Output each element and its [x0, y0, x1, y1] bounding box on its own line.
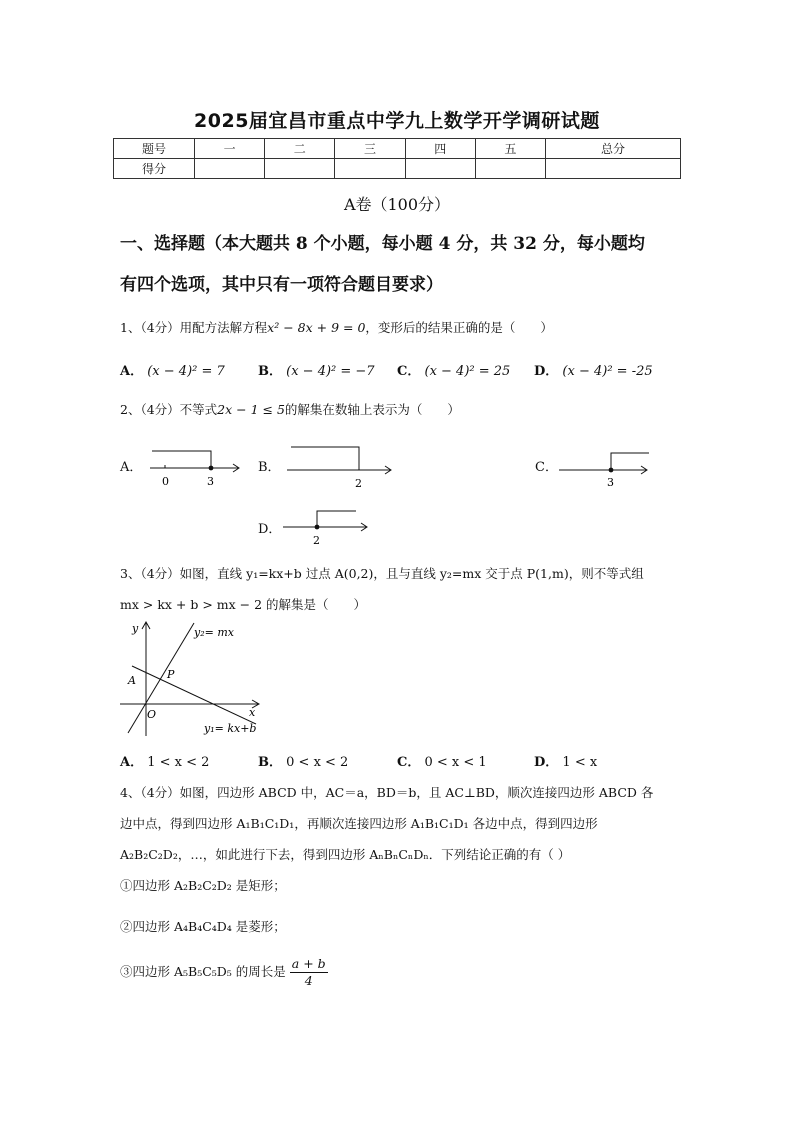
- q2-option-d-label[interactable]: D．: [258, 522, 282, 537]
- tick-label: 2: [355, 477, 362, 490]
- score-cell[interactable]: [475, 159, 545, 179]
- question-3-line2: mx > kx + b > mx − 2 的解集是（ ）: [120, 597, 367, 612]
- question-4-line2: 边中点，得到四边形 A₁B₁C₁D₁，再顺次连接四边形 A₁B₁C₁D₁ 各边中点，得到四边形: [120, 816, 598, 831]
- point-a-label: A: [128, 674, 136, 687]
- score-cell[interactable]: [335, 159, 405, 179]
- q4-statement-1: ①四边形 A₂B₂C₂D₂ 是矩形；: [120, 878, 286, 893]
- question-3-line1: 3、（4分）如图，直线 y₁=kx+b 过点 A(0,2)，且与直线 y₂=mx 交于点 P(1,m)，则不等式组: [120, 566, 644, 581]
- q2-inequality: 2x − 1 ≤ 5: [217, 402, 285, 417]
- q1-prefix: 1、（4分）用配方法解方程: [120, 320, 268, 335]
- score-header-cell: 三: [335, 139, 405, 159]
- q4-statement-2: ②四边形 A₄B₄C₄D₄ 是菱形；: [120, 919, 286, 934]
- q3-option-b[interactable]: B． 0 < x < 2: [258, 755, 349, 770]
- score-header-cell: 四: [405, 139, 475, 159]
- q2-option-d-numberline[interactable]: [281, 506, 373, 548]
- score-table: [113, 138, 681, 179]
- score-cell[interactable]: [546, 159, 681, 179]
- q3-option-d[interactable]: D． 1 < x: [534, 755, 598, 770]
- score-header-cell: 总分: [546, 139, 681, 159]
- score-header-cell: 二: [265, 139, 335, 159]
- q3-option-c[interactable]: C． 0 < x < 1: [397, 755, 487, 770]
- tick-label: 3: [207, 475, 214, 488]
- q2-option-b-label[interactable]: B．: [258, 460, 281, 475]
- question-2: [120, 400, 460, 418]
- fraction-denominator: 4: [304, 973, 313, 988]
- page-title: 2025届宜昌市重点中学九上数学开学调研试题: [194, 110, 600, 132]
- score-row-label: 得分: [114, 159, 195, 179]
- q4-statement-3-prefix: ③四边形 A₅B₅C₅D₅ 的周长是: [120, 964, 286, 979]
- q1-option-c[interactable]: C． (x − 4)² = 25: [397, 364, 511, 379]
- point-p-label: P: [167, 668, 175, 681]
- q1-option-a[interactable]: A． (x − 4)² = 7: [120, 364, 225, 379]
- score-cell[interactable]: [195, 159, 265, 179]
- q4-statement-3: [120, 956, 328, 989]
- paper-a-label: A卷（100分）: [343, 195, 451, 214]
- score-table-header-row: [114, 139, 681, 159]
- question-1: [120, 318, 553, 336]
- score-header-cell: 五: [475, 139, 545, 159]
- line-y2-label: y₂= mx: [194, 626, 234, 639]
- q2-suffix: 的解集在数轴上表示为（ ）: [284, 402, 460, 417]
- fraction-numerator: a + b: [291, 956, 326, 971]
- q2-option-a-label[interactable]: A．: [120, 460, 143, 475]
- question-4-line1: 4、（4分）如图，四边形 ABCD 中，AC＝a，BD＝b，且 AC⊥BD，顺次连接四边形 ABCD 各: [120, 785, 654, 800]
- tick-label: 0: [162, 475, 169, 488]
- x-axis-label: x: [249, 706, 256, 719]
- q2-option-b-numberline[interactable]: [285, 441, 397, 491]
- section-heading-line2: 有四个选项，其中只有一项符合题目要求）: [120, 275, 443, 295]
- q1-option-b[interactable]: B． (x − 4)² = −7: [258, 364, 375, 379]
- question-4-line3: A₂B₂C₂D₂，…，如此进行下去，得到四边形 AₙBₙCₙDₙ．下列结论正确的有（ ）: [120, 847, 571, 862]
- tick-label: 2: [313, 534, 320, 547]
- y-axis-label: y: [132, 622, 139, 635]
- q2-prefix: 2、（4分）不等式: [120, 402, 218, 417]
- q4-fraction: [290, 956, 328, 989]
- q1-suffix: ，变形后的结果正确的是（ ）: [365, 320, 553, 335]
- q1-equation: x² − 8x + 9 = 0: [267, 320, 366, 335]
- q2-option-c-label[interactable]: C．: [535, 460, 558, 475]
- score-cell[interactable]: [265, 159, 335, 179]
- line-y1-label: y₁= kx+b: [204, 722, 257, 735]
- q3-option-a[interactable]: A． 1 < x < 2: [120, 755, 210, 770]
- origin-label: O: [147, 708, 157, 721]
- q1-option-d[interactable]: D． (x − 4)² = -25: [534, 364, 653, 379]
- section-heading-line1: 一、选择题（本大题共 8 个小题，每小题 4 分，共 32 分，每小题均: [120, 234, 645, 254]
- tick-label: 3: [607, 476, 614, 488]
- score-header-cell: 题号: [114, 139, 195, 159]
- q2-option-a-numberline[interactable]: [148, 445, 244, 490]
- score-header-cell: 一: [195, 139, 265, 159]
- score-cell[interactable]: [405, 159, 475, 179]
- q2-option-c-numberline[interactable]: [557, 448, 655, 488]
- score-table-score-row: [114, 159, 681, 179]
- q3-graph: [118, 618, 263, 738]
